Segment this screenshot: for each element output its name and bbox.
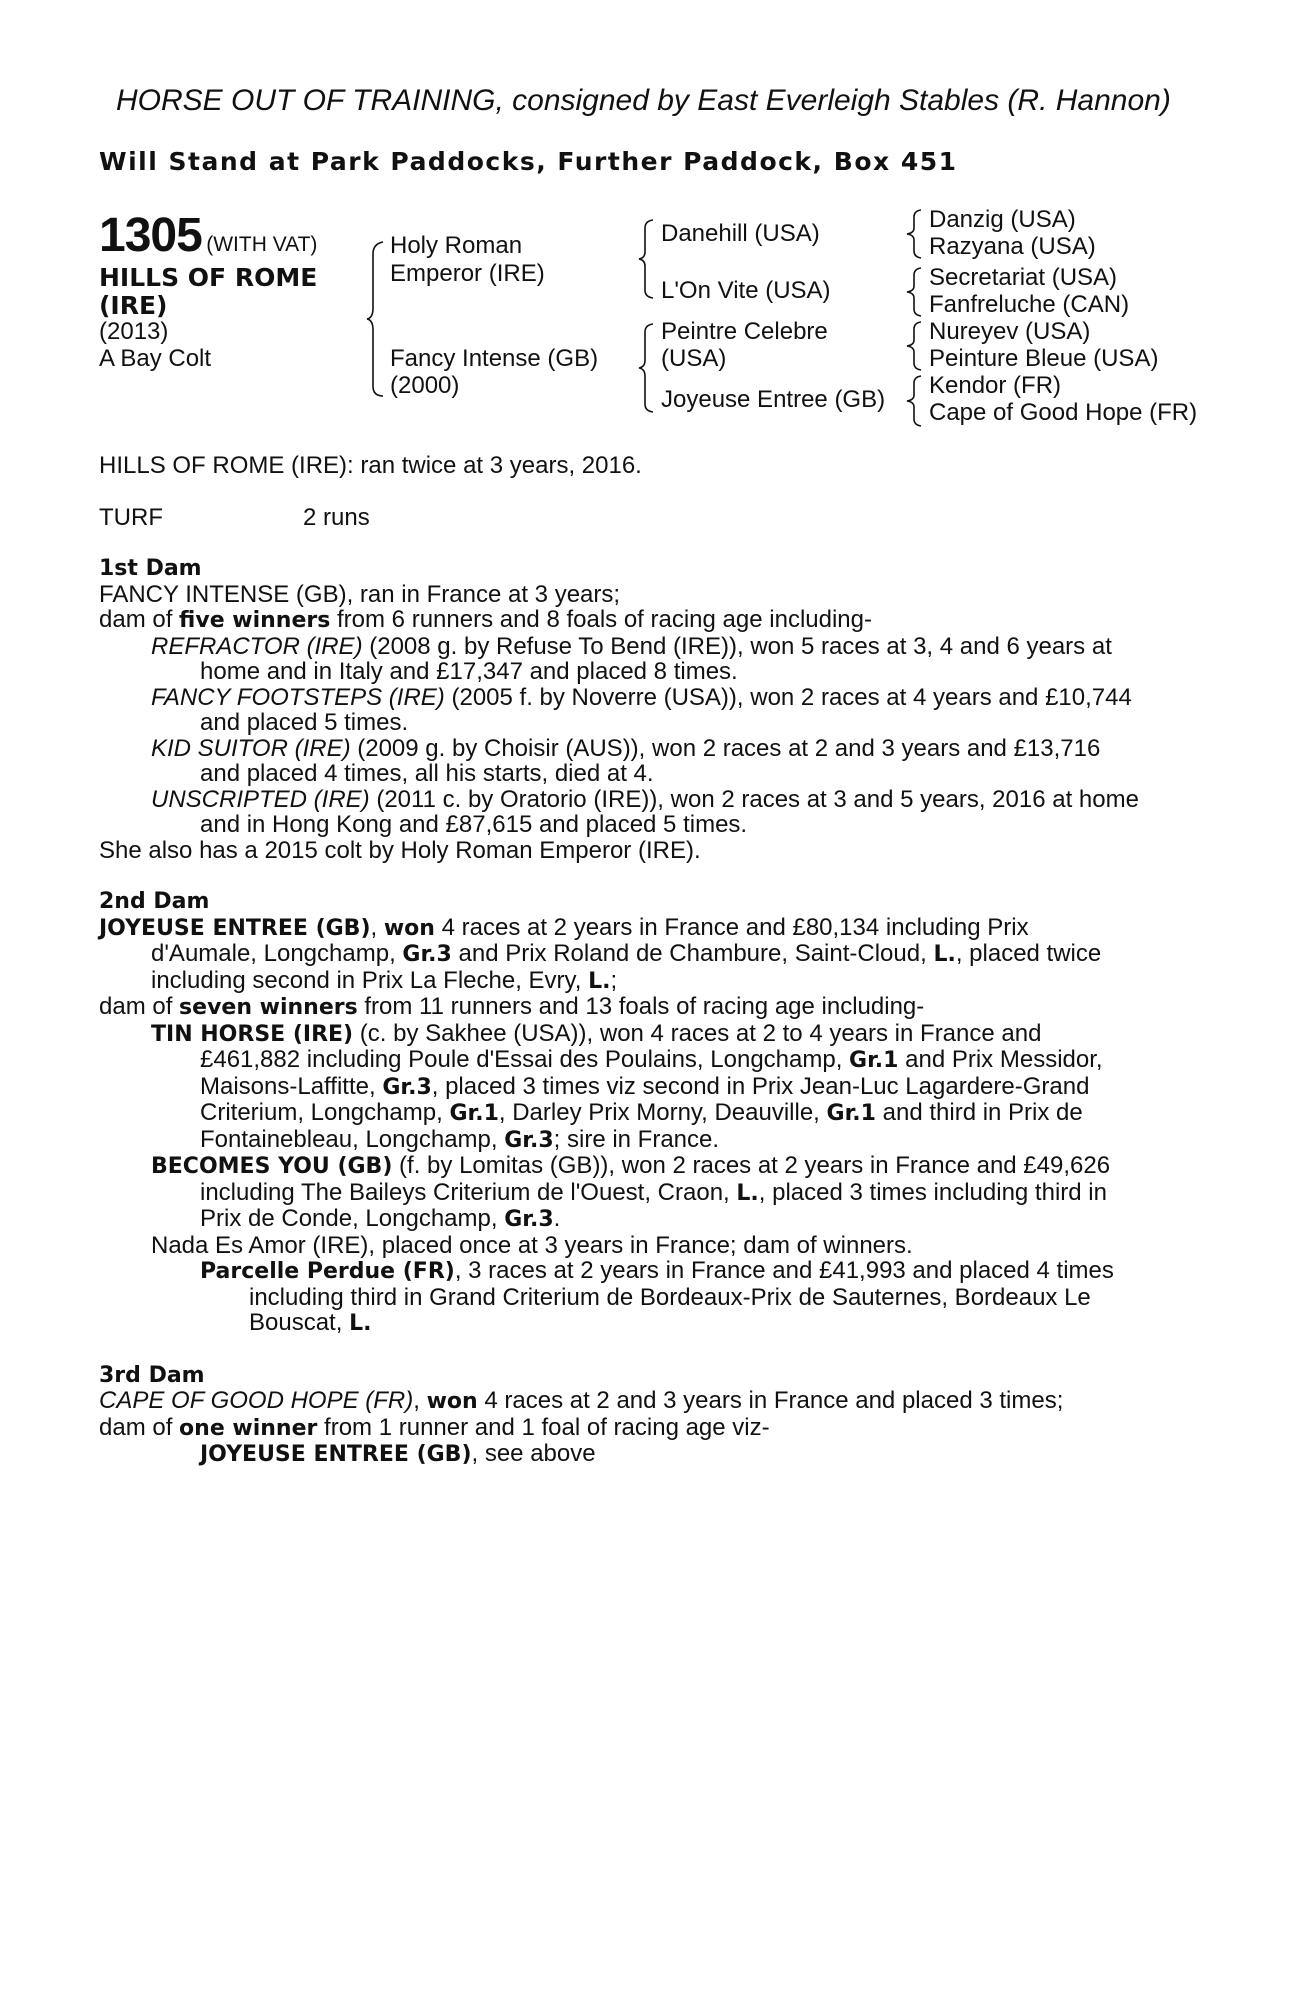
turf-label: TURF [99,504,163,531]
horse-name-country: (IRE) [99,291,168,320]
brace-joyeuse [905,374,925,428]
produce-kid-suitor: KID SUITOR (IRE) (2009 g. by Choisir (AUS)), won 2 races at 2 and 3 years and £13,716 [151,734,1101,762]
produce-parcelle-perdue-3: Bouscat, L. [249,1309,372,1336]
turf-runs: 2 runs [303,504,370,531]
produce-tin-horse-4: Criterium, Longchamp, Gr.1, Darley Prix Morny, Deauville, Gr.1 and third in Prix de [200,1099,1083,1126]
dam-dam: Joyeuse Entree (GB) [661,386,886,413]
third-dam-produce: dam of one winner from 1 runner and 1 foal of racing age viz- [99,1413,770,1441]
gg-sire-3: Nureyev (USA) [929,318,1091,345]
foaling-year: (2013) [99,318,169,345]
first-dam-heading: 1st Dam [99,556,202,581]
second-dam-line3: including second in Prix La Fleche, Evry, L.; [151,966,618,994]
lot-number-line [99,208,317,263]
dam: Fancy Intense (GB) [390,345,599,372]
horse-description: A Bay Colt [99,345,212,372]
second-dam-produce: dam of seven winners from 11 runners and 13 foals of racing age including- [99,993,925,1020]
gg-dam-2: Fanfreluche (CAN) [929,291,1130,318]
produce-unscripted: UNSCRIPTED (IRE) (2011 c. by Oratorio (IRE)), won 2 races at 3 and 5 years, 2016 at home [151,785,1139,813]
gg-sire-4: Kendor (FR) [929,372,1062,399]
stand-location: Will Stand at Park Paddocks, Further Paddock, Box 451 [99,147,958,176]
consignor-line: HORSE OUT OF TRAINING, consigned by East Everleigh Stables (R. Hannon) [116,84,1171,117]
produce-becomes-you-3: Prix de Conde, Longchamp, Gr.3. [200,1205,561,1232]
brace-lonvite [905,266,925,318]
lot-number: 1305 [99,209,202,262]
produce-kid-suitor-cont: and placed 4 times, all his starts, died at 4. [200,760,654,787]
pedigree-brace-dam [637,322,657,414]
produce-tin-horse-5: Fontainebleau, Longchamp, Gr.3; sire in France. [200,1125,720,1153]
produce-tin-horse: TIN HORSE (IRE) (c. by Sakhee (USA)), won 4 races at 2 to 4 years in France and [151,1019,1042,1047]
third-dam-heading: 3rd Dam [99,1362,205,1388]
race-record-summary: HILLS OF ROME (IRE): ran twice at 3 years, 2016. [99,452,642,479]
produce-becomes-you-2: including The Baileys Criterium de l'Ouest, Craon, L., placed 3 times including third in [200,1178,1107,1206]
produce-unscripted-cont: and in Hong Kong and £87,615 and placed 5 times. [200,811,748,838]
vat-label: (WITH VAT) [206,233,318,256]
first-dam-also: She also has a 2015 colt by Holy Roman Emperor (IRE). [99,836,701,864]
dam-sire: Peintre Celebre [661,318,828,345]
pedigree-brace-sire [637,218,657,300]
sire-dam: L'On Vite (USA) [661,277,831,304]
second-dam-line2: d'Aumale, Longchamp, Gr.3 and Prix Roland de Chambure, Saint-Cloud, L., placed twice [151,940,1102,967]
brace-peintre [905,320,925,372]
brace-danehill [905,208,925,260]
second-dam-heading: 2nd Dam [99,889,210,914]
gg-dam-1: Razyana (USA) [929,233,1096,260]
second-dam-line1: JOYEUSE ENTREE (GB), won 4 races at 2 years in France and £80,134 including Prix [99,913,1029,941]
horse-name: HILLS OF ROME [99,263,318,292]
sire: Holy Roman [390,232,523,259]
third-dam-line1: CAPE OF GOOD HOPE (FR), won 4 races at 2 and 3 years in France and placed 3 times; [99,1387,1064,1414]
produce-tin-horse-3: Maisons-Laffitte, Gr.3, placed 3 times viz second in Prix Jean-Luc Lagardere-Grand [200,1072,1090,1100]
produce-tin-horse-2: £461,882 including Poule d'Essai des Poulains, Longchamp, Gr.1 and Prix Messidor, [200,1046,1103,1073]
produce-refractor-cont: home and in Italy and £17,347 and placed 8 times. [200,658,738,685]
dam-year: (2000) [390,372,460,399]
pedigree-brace-main [365,240,387,398]
third-dam-joyeuse: JOYEUSE ENTREE (GB), see above [200,1440,596,1467]
produce-parcelle-perdue-2: including third in Grand Criterium de Bordeaux-Prix de Sauternes, Bordeaux Le [249,1283,1091,1311]
produce-fancy-footsteps: FANCY FOOTSTEPS (IRE) (2005 f. by Noverre (USA)), won 2 races at 4 years and £10,744 [151,683,1132,711]
produce-parcelle-perdue: Parcelle Perdue (FR), 3 races at 2 years in France and £41,993 and placed 4 times [200,1257,1114,1284]
gg-sire-2: Secretariat (USA) [929,264,1118,291]
sire-sire: Danehill (USA) [661,220,820,247]
first-dam-summary: FANCY INTENSE (GB), ran in France at 3 years; [99,580,621,608]
produce-nada-es-amor: Nada Es Amor (IRE), placed once at 3 years in France; dam of winners. [151,1231,913,1259]
produce-record [99,556,1204,1468]
gg-dam-4: Cape of Good Hope (FR) [929,399,1198,426]
produce-becomes-you: BECOMES YOU (GB) (f. by Lomitas (GB)), won 2 races at 2 years in France and £49,626 [151,1152,1111,1179]
produce-fancy-footsteps-cont: and placed 5 times. [200,709,409,736]
dam-sire-country: (USA) [661,345,727,372]
produce-refractor: REFRACTOR (IRE) (2008 g. by Refuse To Bend (IRE)), won 5 races at 3, 4 and 6 years at [151,632,1112,660]
first-dam-produce: dam of five winners from 6 runners and 8 foals of racing age including- [99,606,872,633]
sire-country: Emperor (IRE) [390,260,545,287]
gg-dam-3: Peinture Bleue (USA) [929,345,1159,372]
gg-sire-1: Danzig (USA) [929,206,1076,233]
